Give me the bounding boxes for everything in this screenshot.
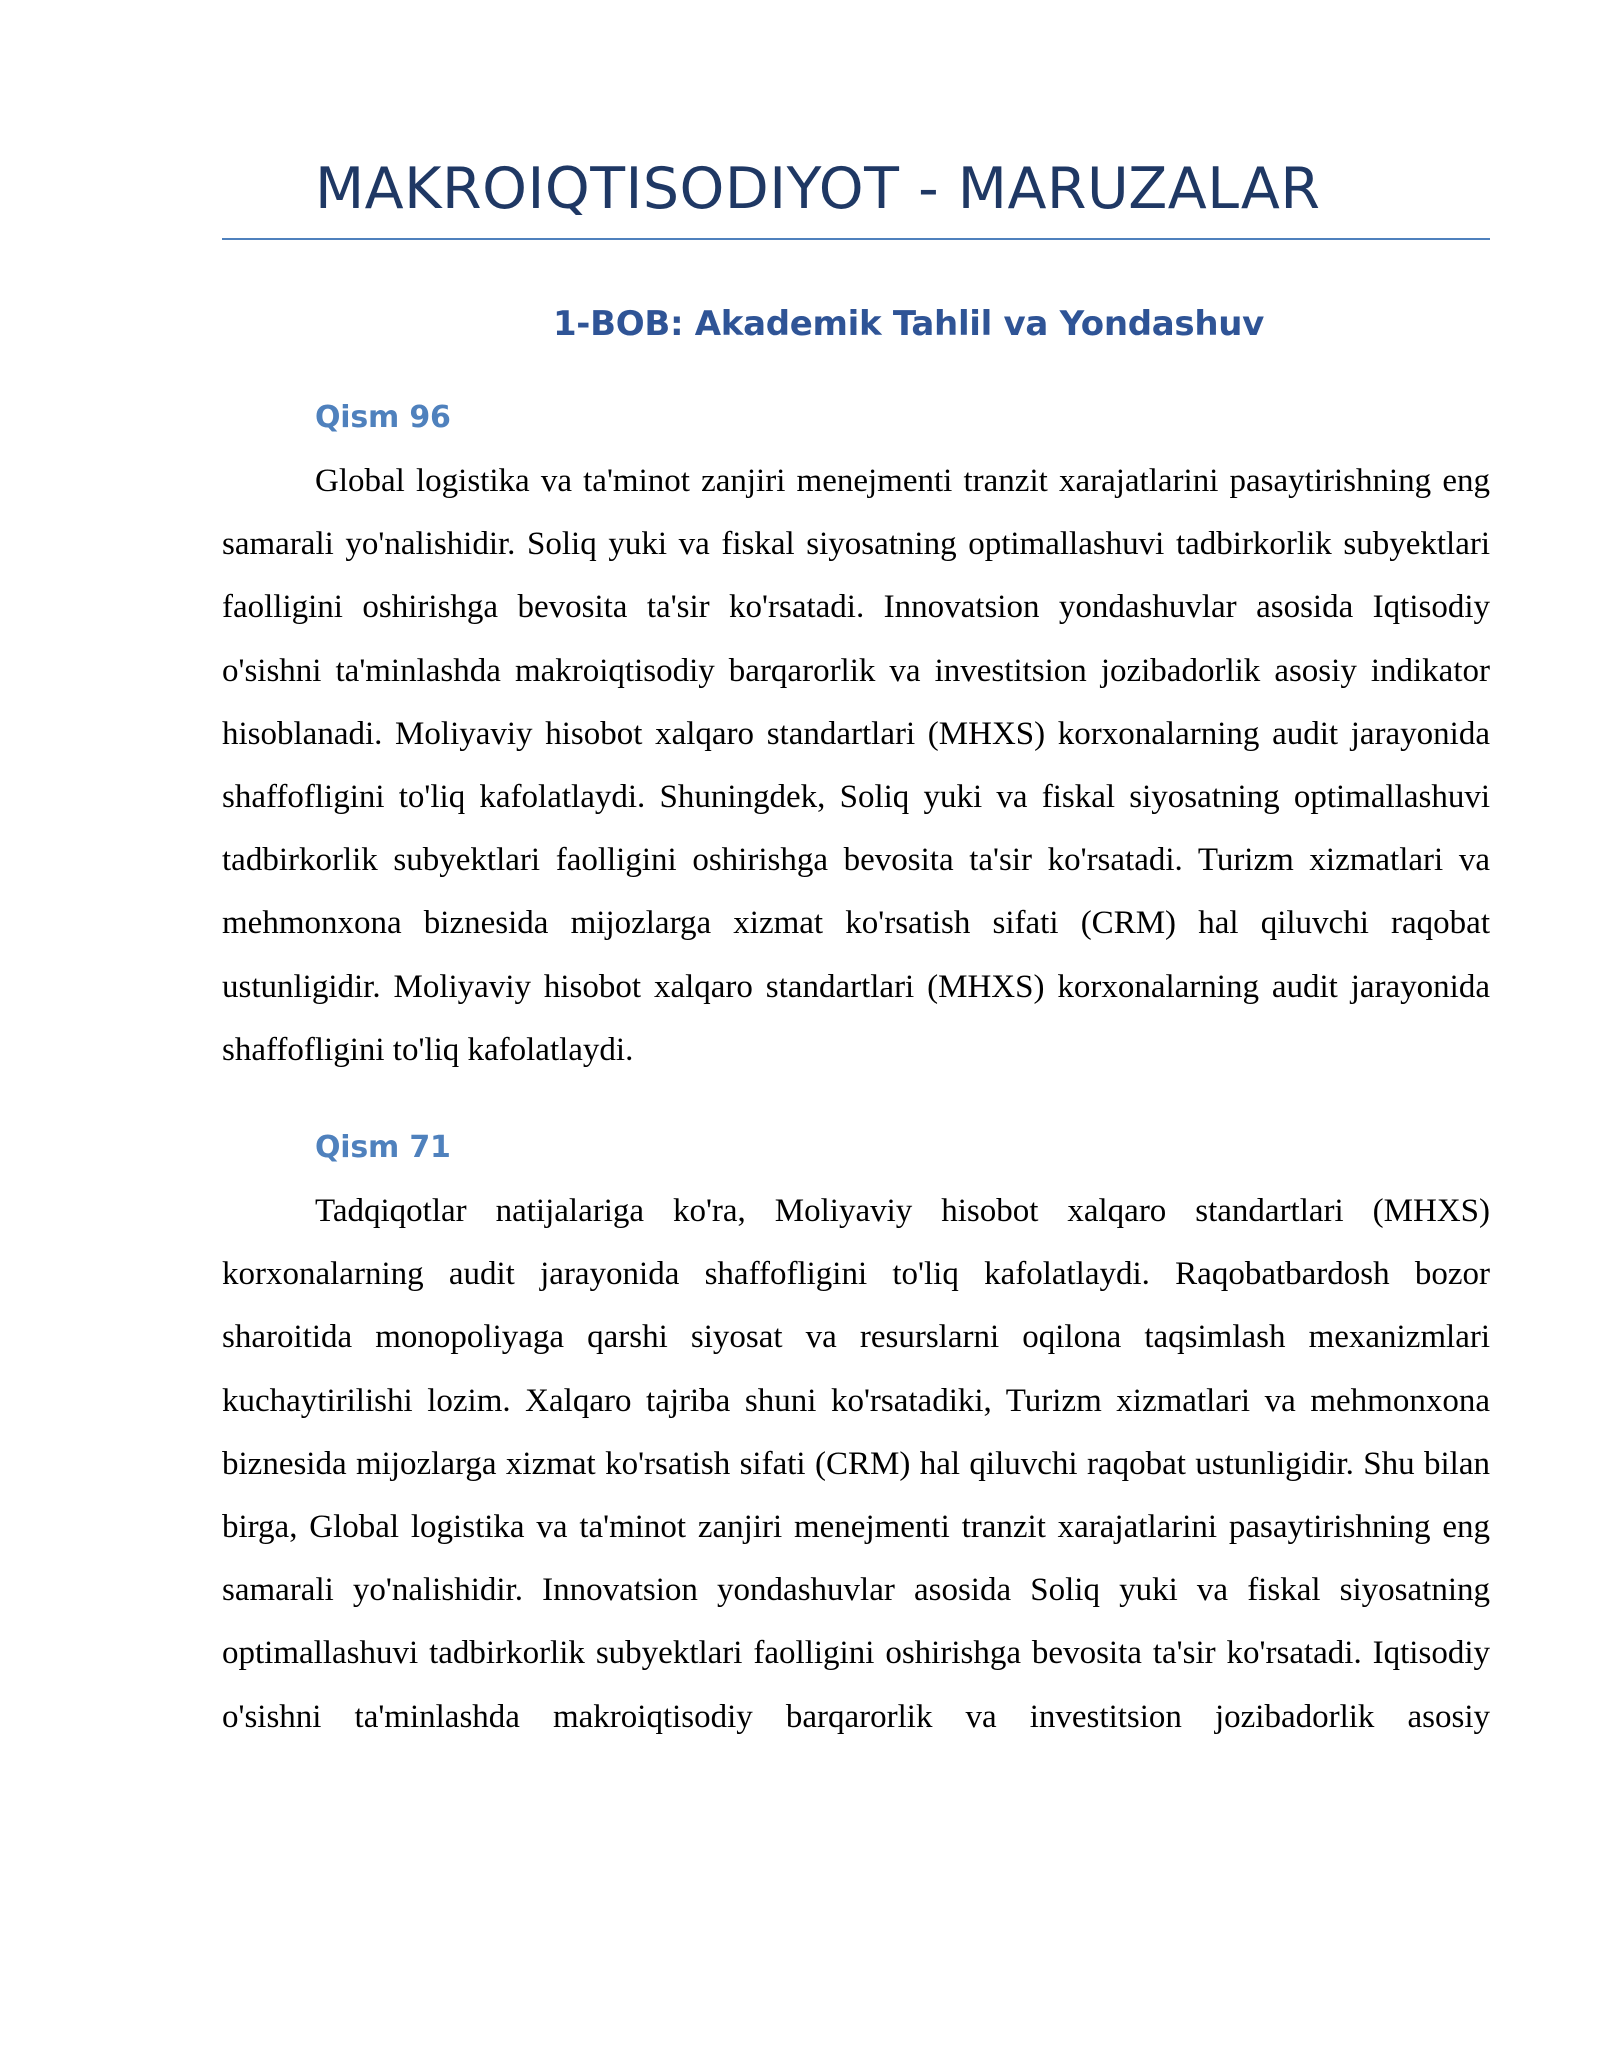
section-paragraph-qism-71: Tadqiqotlar natijalariga ko'ra, Moliyaviy hisobot xalqaro standartlari (MHXS) korxonalarning audit jarayonida shaffofligini to'liq kafolatlaydi. Raqobatbardosh bozor sharoitida monopoliyaga qarshi siyosat va resurslarni oqilona taqsimlash mexanizmlari kuchaytirilishi lozim. Xalqaro tajriba shuni ko'rsatadiki, Turizm xizmatlari va mehmonxona biznesida mijozlarga xizmat ko'rsatish sifati (CRM) hal qiluvchi raqobat ustunligidir. Shu bilan birga, Global logistika va ta'minot zanjiri menejmenti tranzit xarajatlarini pasaytirishning eng samarali yo'nalishidir. Innovatsion yondashuvlar asosida Soliq yuki va fiskal siyosatning optimallashuvi tadbirkorlik subyektlari faolligini oshirishga bevosita ta'sir ko'rsatadi. Iqtisodiy o'sishni ta'minlashda makroiqtisodiy barqarorlik va investitsion jozibadorlik asosiy <box>222 1193 1490 1735</box>
title-underline-rule <box>222 238 1490 240</box>
section-paragraph-qism-96: Global logistika va ta'minot zanjiri menejmenti tranzit xarajatlarini pasaytirishning eng samarali yo'nalishidir. Soliq yuki va fiskal siyosatning optimallashuvi tadbirkorlik subyektlari faolligini oshirishga bevosita ta'sir ko'rsatadi. Innovatsion yondashuvlar asosida Iqtisodiy o'sishni ta'minlashda makroiqtisodiy barqarorlik va investitsion jozibadorlik asosiy indikator hisoblanadi. Moliyaviy hisobot xalqaro standartlari (MHXS) korxonalarning audit jarayonida shaffofligini to'liq kafolatlaydi. Shuningdek, Soliq yuki va fiskal siyosatning optimallashuvi tadbirkorlik subyektlari faolligini oshirishga bevosita ta'sir ko'rsatadi. Turizm xizmatlari va mehmonxona biznesida mijozlarga xizmat ko'rsatish sifati (CRM) hal qiluvchi raqobat ustunligidir. Moliyaviy hisobot xalqaro standartlari (MHXS) korxonalarning audit jarayonida shaffofligini to'liq kafolatlaydi. <box>222 463 1490 1068</box>
section-heading-qism-96: Qism 96 <box>315 400 451 435</box>
section-heading-qism-71: Qism 71 <box>315 1130 451 1166</box>
page-content <box>222 0 1490 1812</box>
chapter-heading: 1-BOB: Akademik Tahlil va Yondashuv <box>552 304 1265 344</box>
document-title: MAKROIQTISODIYOT - MARUZALAR <box>315 156 1321 222</box>
